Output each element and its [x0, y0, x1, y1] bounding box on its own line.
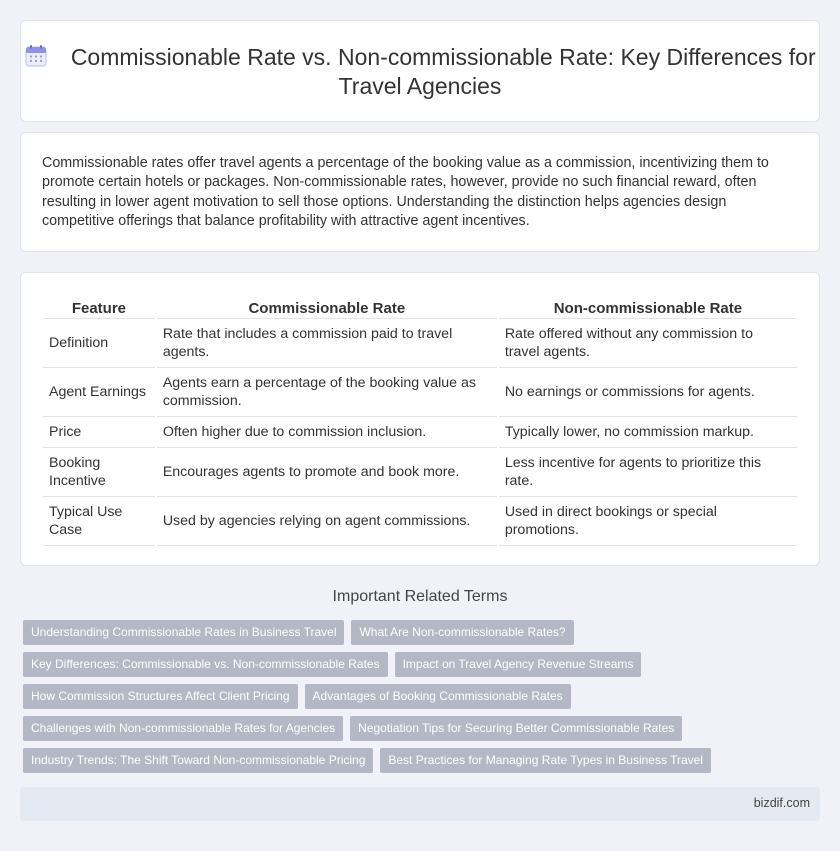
related-term-tag[interactable]: Key Differences: Commissionable vs. Non-commissionable Rates	[23, 652, 388, 677]
non-commissionable-cell: Less incentive for agents to prioritize this rate.	[499, 448, 797, 497]
commissionable-cell: Used by agencies relying on agent commissions.	[157, 497, 497, 546]
commissionable-cell: Encourages agents to promote and book more.	[157, 448, 497, 497]
comparison-table	[41, 295, 799, 546]
table-row	[43, 417, 797, 448]
comparison-table-card	[20, 272, 820, 566]
feature-cell: Price	[43, 417, 155, 448]
intro-card	[20, 132, 820, 252]
non-commissionable-cell: Rate offered without any commission to travel agents.	[499, 319, 797, 368]
calendar-icon	[24, 44, 48, 68]
tag-row	[23, 652, 823, 677]
tag-row	[23, 620, 823, 645]
related-term-tag[interactable]: Understanding Commissionable Rates in Business Travel	[23, 620, 344, 645]
page-title: Commissionable Rate vs. Non-commissionable Rate: Key Differences for Travel Agencies	[70, 44, 816, 99]
title-wrap	[21, 43, 819, 101]
column-header-commissionable: Commissionable Rate	[157, 295, 497, 319]
header-card	[20, 20, 820, 122]
related-term-tag[interactable]: Advantages of Booking Commissionable Rates	[305, 684, 571, 709]
site-name[interactable]: bizdif.com	[753, 796, 810, 810]
related-term-tag[interactable]: What Are Non-commissionable Rates?	[351, 620, 573, 645]
table-row	[43, 497, 797, 546]
footer	[20, 787, 820, 821]
commissionable-cell: Rate that includes a commission paid to travel agents.	[157, 319, 497, 368]
table-row	[43, 448, 797, 497]
feature-cell: Booking Incentive	[43, 448, 155, 497]
non-commissionable-cell: Used in direct bookings or special promotions.	[499, 497, 797, 546]
related-term-tag[interactable]: Challenges with Non-commissionable Rates for Agencies	[23, 716, 343, 741]
non-commissionable-cell: No earnings or commissions for agents.	[499, 368, 797, 417]
feature-cell: Typical Use Case	[43, 497, 155, 546]
column-header-non-commissionable: Non-commissionable Rate	[499, 295, 797, 319]
related-term-tag[interactable]: Impact on Travel Agency Revenue Streams	[395, 652, 642, 677]
commissionable-cell: Often higher due to commission inclusion.	[157, 417, 497, 448]
table-header-row	[43, 295, 797, 319]
related-terms-heading: Important Related Terms	[332, 588, 508, 605]
related-term-tag[interactable]: Negotiation Tips for Securing Better Commissionable Rates	[350, 716, 682, 741]
feature-cell: Definition	[43, 319, 155, 368]
related-term-tag[interactable]: Best Practices for Managing Rate Types in Business Travel	[380, 748, 711, 773]
related-term-tag[interactable]: Industry Trends: The Shift Toward Non-commissionable Pricing	[23, 748, 373, 773]
related-terms-list	[23, 620, 823, 780]
column-header-feature: Feature	[43, 295, 155, 319]
feature-cell: Agent Earnings	[43, 368, 155, 417]
table-row	[43, 319, 797, 368]
intro-paragraph: Commissionable rates offer travel agents a percentage of the booking value as a commission, incentivizing them to promote certain hotels or packages. Non-commissionable rates, however, provide no such financial reward, often resulting in lower agent motivation to sell those options. Understanding the distinction helps agencies design competitive offerings that balance profitability with attractive agent incentives.	[42, 155, 769, 230]
table-row	[43, 368, 797, 417]
tag-row	[23, 748, 823, 773]
related-term-tag[interactable]: How Commission Structures Affect Client Pricing	[23, 684, 298, 709]
non-commissionable-cell: Typically lower, no commission markup.	[499, 417, 797, 448]
commissionable-cell: Agents earn a percentage of the booking value as commission.	[157, 368, 497, 417]
tag-row	[23, 684, 823, 709]
tag-row	[23, 716, 823, 741]
